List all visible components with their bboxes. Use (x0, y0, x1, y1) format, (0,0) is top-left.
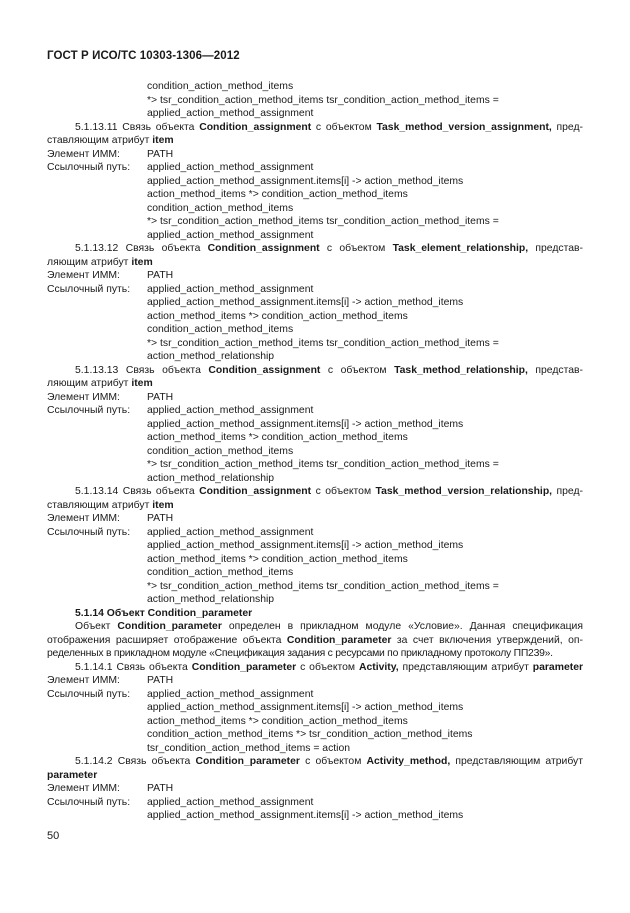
element-label: Элемент ИММ: (47, 148, 120, 160)
path-line: action_method_items *> condition_action_method_items (147, 189, 408, 200)
path-line: condition_action_method_items (147, 202, 294, 214)
path-line: action_method_items *> condition_action_method_items (147, 553, 408, 565)
path-line: *> tsr_condition_action_method_items tsr_condition_action_method_items = (147, 337, 499, 349)
path-line: *> tsr_condition_action_method_items tsr_condition_action_method_items = (147, 459, 499, 470)
path-value: applied_action_method_assignment (147, 688, 314, 700)
path-label: Ссылочный путь: (47, 283, 131, 295)
path-line: *> tsr_condition_action_method_items tsr_condition_action_method_items = (147, 580, 499, 592)
path-value: applied_action_method_assignment (147, 405, 314, 416)
section-5-1-14-heading: 5.1.14 Объект Condition_parameter (75, 607, 253, 619)
path-line: applied_action_method_assignment.items[i] -> action_method_items (147, 810, 464, 821)
path-line: condition_action_method_items (147, 81, 294, 92)
path-row (47, 283, 583, 297)
path-line: applied_action_method_assignment (147, 229, 314, 241)
element-value: PATH (147, 675, 174, 686)
path-row (47, 526, 583, 540)
path-line: action_method_items *> condition_action_method_items (147, 715, 408, 727)
path-row (47, 161, 583, 175)
element-row (47, 782, 583, 796)
section-5-1-13-13-title: 5.1.13.13 Связь объекта Condition_assignment с объектом Task_method_relationship, представ- (75, 364, 583, 376)
element-value: PATH (147, 513, 174, 524)
element-label: Элемент ИММ: (47, 513, 120, 524)
path-line: action_method_relationship (147, 472, 275, 484)
page-number: 50 (47, 830, 60, 842)
element-row (47, 512, 583, 526)
element-value: PATH (147, 148, 174, 160)
element-row (47, 148, 583, 162)
section-5-1-14-2-title: 5.1.14.2 Связь объекта Condition_parameter с объектом Activity_method, представляющим атрибут (75, 756, 583, 767)
section-title-cont: ляющим атрибут item (47, 256, 153, 268)
path-line: action_method_items *> condition_action_method_items (147, 432, 408, 443)
path-line: action_method_items *> condition_action_method_items (147, 310, 408, 322)
section-title-cont: parameter (47, 769, 98, 781)
path-value: applied_action_method_assignment (147, 283, 314, 295)
element-row (47, 674, 583, 688)
section-5-1-14-1-title: 5.1.14.1 Связь объекта Condition_parameter с объектом Activity, представляющим атрибут parameter (75, 661, 584, 673)
path-label: Ссылочный путь: (47, 526, 131, 538)
path-line: applied_action_method_assignment.items[i] -> action_method_items (147, 418, 464, 430)
section-5-1-13-14-title: 5.1.13.14 Связь объекта Condition_assignment с объектом Task_method_version_relationship, пред- (75, 486, 583, 497)
path-line: applied_action_method_assignment.items[i] -> action_method_items (147, 540, 464, 551)
path-row (47, 796, 583, 810)
path-line: action_method_relationship (147, 351, 275, 362)
path-line: *> tsr_condition_action_method_items tsr_condition_action_method_items = (147, 216, 499, 227)
path-line: condition_action_method_items (147, 567, 294, 578)
path-label: Ссылочный путь: (47, 405, 131, 416)
path-line: applied_action_method_assignment.items[i] -> action_method_items (147, 175, 464, 187)
element-label: Элемент ИММ: (47, 391, 120, 403)
path-label: Ссылочный путь: (47, 162, 131, 173)
paragraph-line: ределенных в прикладном модуле «Спецификация задания с ресурсами по прикладному протоколу ПП239». (47, 648, 553, 659)
path-line: condition_action_method_items (147, 324, 294, 335)
section-title-cont: ляющим атрибут item (47, 378, 153, 389)
path-label: Ссылочный путь: (47, 688, 131, 700)
path-line: tsr_condition_action_method_items = action (147, 742, 351, 754)
path-line: condition_action_method_items (147, 445, 294, 457)
element-label: Элемент ИММ: (47, 270, 120, 281)
element-label: Элемент ИММ: (47, 783, 120, 794)
section-title-cont: ставляющим атрибут item (47, 135, 174, 146)
element-label: Элемент ИММ: (47, 675, 120, 686)
path-value: applied_action_method_assignment (147, 796, 314, 808)
path-value: applied_action_method_assignment (147, 162, 314, 173)
section-5-1-13-11-title: 5.1.13.11 Связь объекта Condition_assignment с объектом Task_method_version_assignment, пред- (75, 121, 583, 133)
path-line: condition_action_method_items *> tsr_condition_action_method_items (147, 729, 473, 740)
path-label: Ссылочный путь: (47, 796, 131, 808)
paragraph-line: Объект Condition_parameter определен в прикладном модуле «Условие». Данная спецификация (75, 621, 583, 632)
path-line: applied_action_method_assignment (147, 108, 314, 119)
element-value: PATH (147, 783, 174, 794)
document-body (47, 80, 583, 823)
section-title-cont: ставляющим атрибут item (47, 499, 174, 511)
element-value: PATH (147, 270, 174, 281)
element-value: PATH (147, 391, 174, 403)
paragraph-line: отображения расширяет отображение объекта Condition_parameter за счет включения утверждений, оп- (47, 634, 583, 646)
path-row (47, 688, 583, 702)
path-line: *> tsr_condition_action_method_items tsr_condition_action_method_items = (147, 94, 499, 106)
section-5-1-13-12-title: 5.1.13.12 Связь объекта Condition_assignment с объектом Task_element_relationship, представ- (75, 243, 583, 254)
path-line: applied_action_method_assignment.items[i] -> action_method_items (147, 297, 464, 308)
element-row (47, 391, 583, 405)
path-line: action_method_relationship (147, 594, 275, 605)
path-line: applied_action_method_assignment.items[i] -> action_method_items (147, 702, 464, 713)
path-row (47, 404, 583, 418)
document-header: ГОСТ Р ИСО/ТС 10303-1306—2012 (47, 50, 240, 62)
element-row (47, 269, 583, 283)
path-value: applied_action_method_assignment (147, 526, 314, 538)
